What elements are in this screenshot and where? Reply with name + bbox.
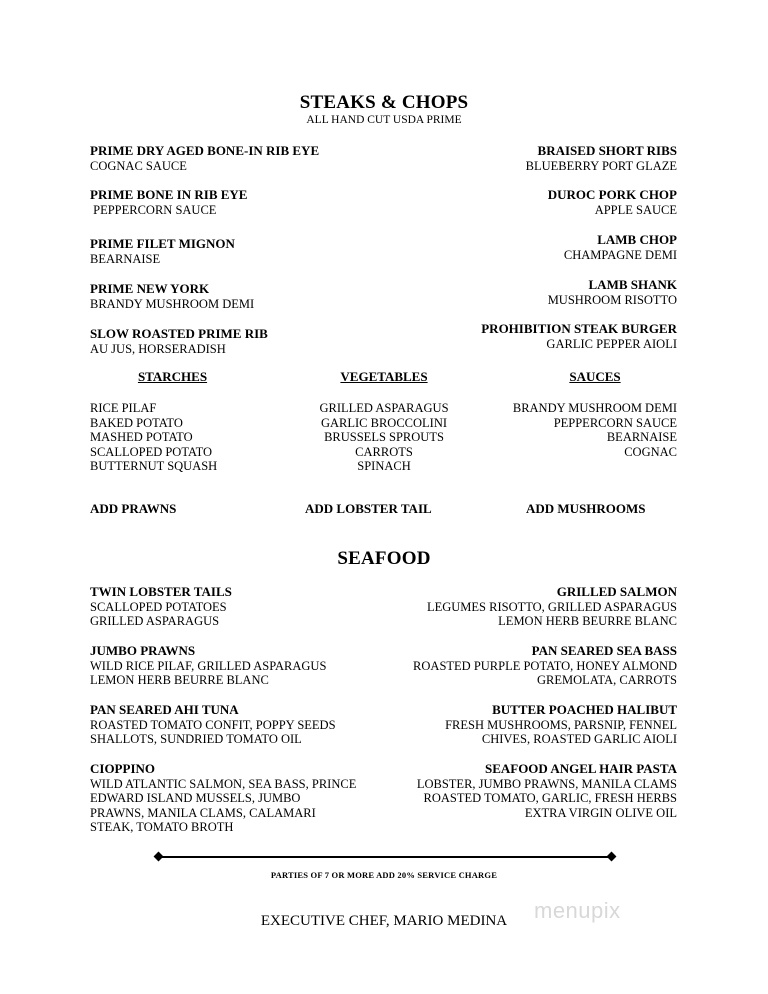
menu-item (90, 144, 319, 173)
list-item: SCALLOPED POTATO (90, 444, 213, 459)
item-desc: COGNAC SAUCE (90, 158, 187, 173)
item-name: PRIME BONE IN RIB EYE (90, 187, 248, 202)
list-item: CARROTS (355, 444, 413, 459)
item-desc: BEARNAISE (90, 251, 161, 266)
menu-item (548, 188, 677, 217)
starches-list (90, 401, 217, 474)
item-desc: GARLIC PEPPER AIOLI (546, 336, 677, 351)
starches-heading: STARCHES (137, 369, 208, 384)
item-desc: APPLE SAUCE (594, 202, 677, 217)
item-name: BRAISED SHORT RIBS (537, 143, 677, 158)
item-desc: FRESH MUSHROOMS, PARSNIP, FENNEL CHIVES, ROASTED GARLIC AIOLI (445, 717, 677, 746)
sauces-list (513, 401, 677, 459)
list-item: GRILLED ASPARAGUS (319, 401, 449, 415)
item-name: CIOPPINO (90, 761, 155, 776)
menu-item (90, 585, 232, 629)
item-name: TWIN LOBSTER TAILS (90, 584, 232, 599)
steaks-subtitle: ALL HAND CUT USDA PRIME (306, 114, 462, 126)
addon-prawns: ADD PRAWNS (90, 501, 177, 516)
item-name: PRIME NEW YORK (90, 281, 210, 296)
menu-item (564, 233, 677, 262)
list-item: BRUSSELS SPROUTS (324, 430, 444, 444)
item-name: PROHIBITION STEAK BURGER (481, 321, 677, 336)
menu-item (417, 762, 677, 820)
divider-diamond-icon (154, 852, 164, 862)
seafood-title: SEAFOOD (337, 548, 431, 569)
list-item: GARLIC BROCCOLINI (320, 415, 448, 430)
list-item: MASHED POTATO (90, 430, 193, 444)
menu-item (90, 188, 247, 217)
menu-item (90, 644, 326, 688)
menu-item (90, 703, 336, 747)
item-name: LAMB CHOP (597, 232, 677, 247)
item-name: JUMBO PRAWNS (90, 643, 196, 658)
list-item: COGNAC (624, 444, 677, 459)
item-name: PAN SEARED AHI TUNA (90, 702, 239, 717)
vegetables-list (294, 401, 474, 474)
item-desc: ROASTED PURPLE POTATO, HONEY ALMOND GREMOLATA, CARROTS (413, 658, 677, 687)
menu-item (90, 282, 254, 311)
item-name: PRIME DRY AGED BONE-IN RIB EYE (90, 143, 320, 158)
item-name: LAMB SHANK (588, 277, 677, 292)
executive-chef: EXECUTIVE CHEF, MARIO MEDINA (260, 913, 508, 929)
list-item: BEARNAISE (606, 430, 677, 444)
menu-item (427, 585, 677, 629)
list-item: BAKED POTATO (90, 415, 183, 430)
item-desc: WILD ATLANTIC SALMON, SEA BASS, PRINCE EDWARD ISLAND MUSSELS, JUMBO PRAWNS, MANILA CLAMS, CALAMARI STEAK, TOMATO BROTH (90, 776, 357, 834)
menu-item (90, 762, 356, 835)
list-item: BUTTERNUT SQUASH (90, 459, 218, 473)
item-name: GRILLED SALMON (556, 584, 677, 599)
addon-lobster-tail: ADD LOBSTER TAIL (305, 501, 432, 516)
item-name: SLOW ROASTED PRIME RIB (90, 326, 268, 341)
list-item: PEPPERCORN SAUCE (553, 415, 677, 430)
item-name: SEAFOOD ANGEL HAIR PASTA (484, 761, 677, 776)
list-item: RICE PILAF (90, 401, 157, 415)
addon-mushrooms: ADD MUSHROOMS (526, 501, 646, 516)
item-desc: BLUEBERRY PORT GLAZE (525, 158, 677, 173)
watermark-logo: menupix (534, 898, 621, 923)
list-item: SPINACH (357, 459, 411, 473)
divider-line (158, 856, 612, 858)
item-desc: LOBSTER, JUMBO PRAWNS, MANILA CLAMS ROASTED TOMATO, GARLIC, FRESH HERBS EXTRA VIRGIN OLIVE OIL (416, 776, 677, 820)
item-name: DUROC PORK CHOP (547, 187, 677, 202)
menu-item (548, 278, 677, 307)
item-desc: SCALLOPED POTATOES GRILLED ASPARAGUS (90, 599, 227, 628)
divider-diamond-icon (607, 852, 617, 862)
menu-item (90, 327, 268, 356)
menu-item (413, 644, 677, 688)
sauces-heading: SAUCES (569, 369, 621, 384)
steaks-title: STEAKS & CHOPS (299, 92, 469, 113)
service-charge-note: PARTIES OF 7 OR MORE ADD 20% SERVICE CHARGE (270, 870, 498, 880)
list-item: BRANDY MUSHROOM DEMI (512, 401, 677, 415)
item-desc: AU JUS, HORSERADISH (90, 341, 226, 356)
item-desc: ROASTED TOMATO CONFIT, POPPY SEEDS SHALLOTS, SUNDRIED TOMATO OIL (90, 717, 336, 746)
item-desc: PEPPERCORN SAUCE (90, 202, 217, 217)
item-desc: CHAMPAGNE DEMI (563, 247, 677, 262)
item-name: PRIME FILET MIGNON (90, 236, 235, 251)
item-desc: BRANDY MUSHROOM DEMI (90, 296, 255, 311)
menu-item (445, 703, 677, 747)
vegetables-heading: VEGETABLES (340, 369, 428, 384)
item-desc: LEGUMES RISOTTO, GRILLED ASPARAGUS LEMON HERB BEURRE BLANC (426, 599, 677, 628)
menu-item (481, 322, 677, 351)
item-name: BUTTER POACHED HALIBUT (492, 702, 677, 717)
item-desc: MUSHROOM RISOTTO (547, 292, 677, 307)
menu-item (90, 237, 235, 266)
menu-item (526, 144, 677, 173)
item-name: PAN SEARED SEA BASS (531, 643, 677, 658)
item-desc: WILD RICE PILAF, GRILLED ASPARAGUS LEMON HERB BEURRE BLANC (90, 658, 327, 687)
